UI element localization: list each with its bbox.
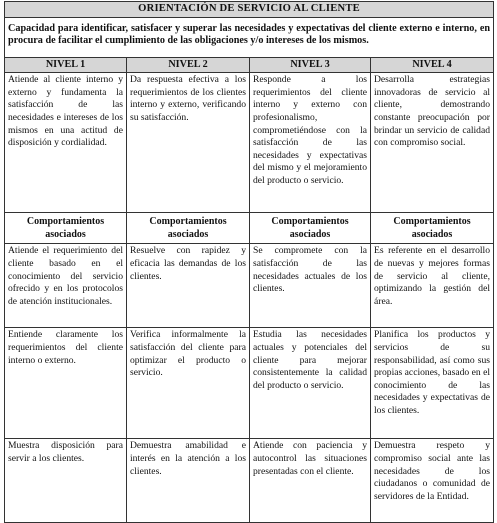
subheading-2: Comportamientos asociados	[127, 213, 250, 244]
behavior-row-1	[5, 244, 494, 328]
behavior-2-level-4: Planifica los productos y servicios de su responsabilidad, así como sus propias acciones, basado en el conocimiento de las necesidades y expectativas de los clientes.	[371, 328, 494, 439]
behavior-3-level-4: Demuestra respeto y compromiso social ante las necesidades de los ciudadanos o comunidad de servidores de la Entidad.	[371, 439, 494, 523]
behavior-row-3	[5, 439, 494, 523]
level-description-row	[5, 73, 494, 213]
subheading-3: Comportamientos asociados	[250, 213, 371, 244]
level-description-3: Responde a los requerimientos del cliente interno y externo con profesionalismo, comprometiéndose con la satisfacción de las necesidades y expectativas del mismo y el mejoramiento del producto o servicio.	[250, 73, 371, 213]
behavior-row-2	[5, 328, 494, 439]
behavior-1-level-1: Atiende el requerimiento del cliente basado en el conocimiento del servicio ofrecido y en los protocolos de atención institucionales.	[5, 244, 127, 328]
behavior-3-level-2: Demuestra amabilidad e interés en la atención a los clientes.	[127, 439, 250, 523]
behavior-2-level-2: Verifica informalmente la satisfacción del cliente para optimizar el producto o servicio.	[127, 328, 250, 439]
behavior-1-level-4: Es referente en el desarrollo de nuevas y mejores formas de servicio al cliente, optimizando la gestión del área.	[371, 244, 494, 328]
level-header-2: NIVEL 2	[127, 57, 250, 73]
level-header-1: NIVEL 1	[5, 57, 127, 73]
subheading-4: Comportamientos asociados	[371, 213, 494, 244]
competency-table	[4, 1, 494, 523]
level-description-2: Da respuesta efectiva a los requerimientos de los clientes interno y externo, verificando su satisfacción.	[127, 73, 250, 213]
table-title: ORIENTACIÓN DE SERVICIO AL CLIENTE	[5, 2, 494, 18]
level-header-4: NIVEL 4	[371, 57, 494, 73]
title-row	[5, 2, 494, 18]
subheading-1: Comportamientos asociados	[5, 213, 127, 244]
level-header-3: NIVEL 3	[250, 57, 371, 73]
level-header-row	[5, 57, 494, 73]
behavior-1-level-3: Se compromete con la satisfacción de las necesidades actuales de los clientes.	[250, 244, 371, 328]
level-description-1: Atiende al cliente interno y externo y fundamenta la satisfacción de las necesidades e intereses de los mismos en una actitud de disposición y cordialidad.	[5, 73, 127, 213]
subheading-row	[5, 213, 494, 244]
behavior-3-level-1: Muestra disposición para servir a los clientes.	[5, 439, 127, 523]
competency-definition: Capacidad para identificar, satisfacer y superar las necesidades y expectativas del cliente externo e interno, en procura de facilitar el cumplimiento de las obligaciones y/o intereses de los mismos.	[5, 17, 494, 57]
level-description-4: Desarrolla estrategias innovadoras de servicio al cliente, demostrando constante preocupación por brindar un servicio de calidad con compromiso social.	[371, 73, 494, 213]
behavior-2-level-1: Entiende claramente los requerimientos del cliente interno o externo.	[5, 328, 127, 439]
behavior-2-level-3: Estudia las necesidades actuales y potenciales del cliente para mejorar consistentemente la calidad del producto o servicio.	[250, 328, 371, 439]
behavior-1-level-2: Resuelve con rapidez y eficacia las demandas de los clientes.	[127, 244, 250, 328]
definition-row	[5, 17, 494, 57]
behavior-3-level-3: Atiende con paciencia y autocontrol las situaciones presentadas con el cliente.	[250, 439, 371, 523]
